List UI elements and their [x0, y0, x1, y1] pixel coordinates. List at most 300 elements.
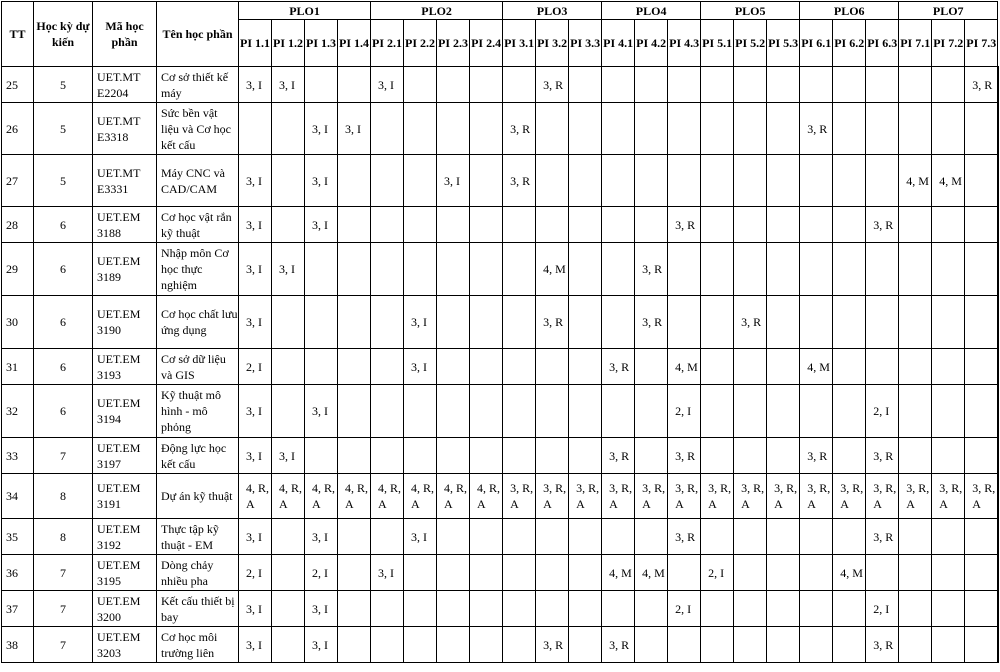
pi-cell	[899, 519, 932, 555]
pi-cell	[701, 103, 734, 155]
pi-cell	[470, 519, 503, 555]
pi-cell	[239, 103, 272, 155]
row-course-name: Cơ sở thiết kế máy	[157, 67, 239, 103]
row-course-name: Thực tập kỹ thuật - EM	[157, 519, 239, 555]
pi-cell: 3, R, A	[800, 474, 833, 519]
row-course-code: UET.EM 3193	[93, 349, 157, 385]
pi-cell	[668, 627, 701, 663]
pi-cell	[800, 243, 833, 296]
row-course-name: Sức bền vật liệu và Cơ học kết cấu	[157, 103, 239, 155]
pi-cell: 3, R, A	[503, 474, 536, 519]
pi-cell: 4, M	[635, 555, 668, 591]
table-row	[2, 474, 999, 519]
pi-cell: 3, R	[668, 207, 701, 243]
pi-cell	[998, 103, 999, 155]
pi-cell: 4, R, A	[437, 474, 470, 519]
pi-cell	[437, 207, 470, 243]
row-course-code: UET.MT E2204	[93, 67, 157, 103]
pi-cell	[833, 385, 866, 438]
row-course-code: UET.EM 3189	[93, 243, 157, 296]
pi-cell: 3, I	[305, 591, 338, 627]
pi-cell	[932, 243, 965, 296]
table-row	[2, 591, 999, 627]
pi-cell: 3, R, A	[734, 474, 767, 519]
pi-cell	[404, 385, 437, 438]
pi-cell: 4, M	[800, 349, 833, 385]
pi-cell	[734, 555, 767, 591]
pi-cell: 3, R, A	[899, 474, 932, 519]
pi-cell	[800, 207, 833, 243]
pi-cell	[767, 627, 800, 663]
pi-cell	[602, 519, 635, 555]
pi-cell	[371, 103, 404, 155]
pi-cell	[965, 627, 998, 663]
pi-cell: 3, R	[866, 627, 899, 663]
pi-cell: 3, I	[239, 385, 272, 438]
pi-cell	[866, 67, 899, 103]
pi-cell	[635, 349, 668, 385]
pi-cell	[503, 296, 536, 349]
row-tt: 25	[2, 67, 34, 103]
pi-cell	[536, 349, 569, 385]
pi-cell	[569, 103, 602, 155]
pi-cell: 3, R	[866, 438, 899, 474]
pi-cell	[470, 349, 503, 385]
pi-cell	[536, 155, 569, 207]
pi-cell: 3, I	[239, 155, 272, 207]
pi-cell	[470, 627, 503, 663]
pi-cell	[701, 385, 734, 438]
pi-cell: 3, R	[635, 243, 668, 296]
table-row	[2, 155, 999, 207]
pi-cell: 4, R, A	[404, 474, 437, 519]
row-course-name: Kết cấu thiết bị bay	[157, 591, 239, 627]
pi-cell	[800, 67, 833, 103]
pi-cell	[635, 385, 668, 438]
pi-cell	[536, 438, 569, 474]
pi-cell	[536, 103, 569, 155]
row-semester: 6	[34, 385, 93, 438]
pi-cell	[800, 296, 833, 349]
pi-cell	[932, 519, 965, 555]
pi-cell	[503, 519, 536, 555]
pi-cell: 3, I	[338, 103, 371, 155]
row-semester: 5	[34, 155, 93, 207]
row-semester: 8	[34, 474, 93, 519]
pi-cell: 3, I	[239, 627, 272, 663]
table-row	[2, 103, 999, 155]
pi-cell	[470, 591, 503, 627]
pi-cell: 4, R, A	[470, 474, 503, 519]
row-course-name: Dự án kỹ thuật	[157, 474, 239, 519]
pi-cell	[635, 438, 668, 474]
pi-cell: 3, I	[239, 243, 272, 296]
pi-cell	[734, 103, 767, 155]
pi-cell	[965, 155, 998, 207]
pi-cell: 3, R	[668, 519, 701, 555]
pi-cell: 2, I	[866, 385, 899, 438]
pi-cell	[272, 155, 305, 207]
header-pi-4-2: PI 4.2	[635, 20, 668, 67]
pi-cell: 3, R	[536, 627, 569, 663]
pi-cell	[899, 296, 932, 349]
row-tt: 27	[2, 155, 34, 207]
pi-cell	[404, 438, 437, 474]
pi-cell	[833, 519, 866, 555]
pi-cell	[998, 627, 999, 663]
pi-cell: 3, R, A	[866, 474, 899, 519]
header-plo-3: PLO3	[503, 2, 602, 20]
pi-cell	[305, 438, 338, 474]
pi-cell: 3, R, A	[536, 474, 569, 519]
pi-cell: 4, R, A	[272, 474, 305, 519]
pi-cell	[371, 385, 404, 438]
row-course-name: Nhập môn Cơ học thực nghiệm	[157, 243, 239, 296]
pi-cell	[965, 243, 998, 296]
header-pi-2-1: PI 2.1	[371, 20, 404, 67]
pi-cell	[734, 349, 767, 385]
pi-cell	[503, 627, 536, 663]
pi-cell	[701, 155, 734, 207]
header-pi-5-2: PI 5.2	[734, 20, 767, 67]
header-pi-7-2: PI 7.2	[932, 20, 965, 67]
pi-cell	[437, 438, 470, 474]
pi-cell	[998, 474, 999, 519]
table-row	[2, 519, 999, 555]
pi-cell: 4, M	[932, 155, 965, 207]
pi-cell	[635, 627, 668, 663]
pi-cell	[668, 243, 701, 296]
pi-cell	[833, 103, 866, 155]
pi-cell: 3, I	[272, 67, 305, 103]
pi-cell	[602, 385, 635, 438]
pi-cell	[305, 349, 338, 385]
pi-cell	[833, 67, 866, 103]
row-course-name: Cơ học chất lưu ứng dụng	[157, 296, 239, 349]
row-course-code: UET.MT E3318	[93, 103, 157, 155]
header-row-plo	[2, 2, 999, 20]
header-pi-6-1: PI 6.1	[800, 20, 833, 67]
pi-cell	[734, 385, 767, 438]
header-plo-2: PLO2	[371, 2, 503, 20]
pi-cell	[470, 385, 503, 438]
pi-cell: 3, R	[635, 296, 668, 349]
pi-cell	[437, 519, 470, 555]
table-body	[2, 67, 999, 663]
row-tt: 35	[2, 519, 34, 555]
pi-cell	[602, 591, 635, 627]
row-course-name: Dòng chảy nhiều pha	[157, 555, 239, 591]
pi-cell	[899, 67, 932, 103]
header-pi-4-1: PI 4.1	[602, 20, 635, 67]
pi-cell	[899, 438, 932, 474]
pi-cell: 3, R, A	[965, 474, 998, 519]
table-row	[2, 349, 999, 385]
header-plo-5: PLO5	[701, 2, 800, 20]
pi-cell	[833, 349, 866, 385]
table-row	[2, 67, 999, 103]
header-course-code: Mã học phần	[93, 2, 157, 67]
pi-cell	[470, 296, 503, 349]
pi-cell	[701, 519, 734, 555]
pi-cell	[866, 243, 899, 296]
pi-cell	[965, 207, 998, 243]
pi-cell	[635, 207, 668, 243]
pi-cell: 3, R, A	[833, 474, 866, 519]
pi-cell	[569, 207, 602, 243]
row-course-name: Cơ học vật rắn kỹ thuật	[157, 207, 239, 243]
pi-cell	[404, 67, 437, 103]
row-course-code: UET.EM 3200	[93, 591, 157, 627]
pi-cell	[767, 155, 800, 207]
pi-cell	[437, 349, 470, 385]
pi-cell	[602, 67, 635, 103]
pi-cell: 3, I	[305, 103, 338, 155]
table-row	[2, 207, 999, 243]
pi-cell	[569, 555, 602, 591]
row-semester: 7	[34, 627, 93, 663]
pi-cell	[800, 155, 833, 207]
row-tt: 31	[2, 349, 34, 385]
pi-cell	[701, 438, 734, 474]
pi-cell	[569, 519, 602, 555]
header-tt: TT	[2, 2, 34, 67]
pi-cell	[734, 519, 767, 555]
table-row	[2, 627, 999, 663]
pi-cell	[734, 627, 767, 663]
pi-cell: 4, M	[668, 349, 701, 385]
pi-cell: 3, I	[305, 627, 338, 663]
pi-cell: 3, R	[602, 438, 635, 474]
header-semester: Học kỳ dự kiến	[34, 2, 93, 67]
pi-cell	[701, 591, 734, 627]
pi-cell	[437, 243, 470, 296]
pi-cell	[569, 155, 602, 207]
pi-cell	[272, 555, 305, 591]
pi-cell	[701, 349, 734, 385]
row-course-name: Cơ sở dữ liệu và GIS	[157, 349, 239, 385]
pi-cell: 3, R, A	[602, 474, 635, 519]
pi-cell: 3, I	[239, 296, 272, 349]
pi-cell	[371, 627, 404, 663]
pi-cell	[404, 155, 437, 207]
pi-cell	[767, 103, 800, 155]
pi-cell	[635, 519, 668, 555]
row-semester: 5	[34, 103, 93, 155]
pi-cell	[338, 155, 371, 207]
header-pi-4-3: PI 4.3	[668, 20, 701, 67]
pi-cell	[569, 627, 602, 663]
header-pi-1-2: PI 1.2	[272, 20, 305, 67]
pi-cell	[899, 555, 932, 591]
pi-cell: 3, I	[239, 519, 272, 555]
header-pi-3-3: PI 3.3	[569, 20, 602, 67]
table-row	[2, 243, 999, 296]
row-course-code: UET.EM 3190	[93, 296, 157, 349]
pi-cell	[503, 385, 536, 438]
pi-cell	[899, 103, 932, 155]
row-tt: 30	[2, 296, 34, 349]
pi-cell	[965, 591, 998, 627]
pi-cell	[272, 103, 305, 155]
pi-cell	[371, 519, 404, 555]
header-plo-4: PLO4	[602, 2, 701, 20]
pi-cell	[404, 627, 437, 663]
pi-cell: 3, I	[305, 207, 338, 243]
pi-cell	[437, 627, 470, 663]
pi-cell	[701, 67, 734, 103]
pi-cell	[932, 349, 965, 385]
pi-cell: 2, I	[668, 591, 701, 627]
pi-cell: 3, R	[965, 67, 998, 103]
pi-cell	[272, 591, 305, 627]
table-row	[2, 385, 999, 438]
pi-cell	[998, 155, 999, 207]
pi-cell	[965, 349, 998, 385]
pi-cell	[833, 591, 866, 627]
header-plo-1: PLO1	[239, 2, 371, 20]
pi-cell: 3, I	[239, 67, 272, 103]
pi-cell	[668, 103, 701, 155]
pi-cell: 3, I	[305, 385, 338, 438]
pi-cell	[437, 591, 470, 627]
pi-cell	[833, 438, 866, 474]
pi-cell: 2, I	[305, 555, 338, 591]
header-pi-2-2: PI 2.2	[404, 20, 437, 67]
pi-cell	[767, 591, 800, 627]
header-pi-1-4: PI 1.4	[338, 20, 371, 67]
pi-cell	[338, 627, 371, 663]
header-plo-6: PLO6	[800, 2, 899, 20]
pi-cell	[767, 519, 800, 555]
pi-cell: 3, I	[272, 243, 305, 296]
pi-cell	[833, 627, 866, 663]
pi-cell	[272, 349, 305, 385]
pi-cell	[536, 385, 569, 438]
pi-cell	[899, 627, 932, 663]
pi-cell	[965, 438, 998, 474]
pi-cell	[899, 243, 932, 296]
pi-cell	[503, 349, 536, 385]
pi-cell	[470, 67, 503, 103]
pi-cell	[272, 519, 305, 555]
pi-cell	[899, 591, 932, 627]
header-pi-7-1: PI 7.1	[899, 20, 932, 67]
table-row	[2, 438, 999, 474]
header-pi-6-2: PI 6.2	[833, 20, 866, 67]
pi-cell: 3, R	[602, 627, 635, 663]
pi-cell	[932, 555, 965, 591]
pi-cell	[305, 296, 338, 349]
pi-cell	[503, 438, 536, 474]
row-semester: 6	[34, 296, 93, 349]
pi-cell	[338, 519, 371, 555]
pi-cell	[767, 243, 800, 296]
row-tt: 34	[2, 474, 34, 519]
row-semester: 6	[34, 243, 93, 296]
pi-cell	[932, 385, 965, 438]
pi-cell	[998, 438, 999, 474]
pi-cell	[998, 296, 999, 349]
header-course-name: Tên học phần	[157, 2, 239, 67]
pi-cell	[371, 207, 404, 243]
row-course-code: UET.EM 3203	[93, 627, 157, 663]
pi-cell	[371, 349, 404, 385]
pi-cell	[437, 385, 470, 438]
pi-cell: 3, I	[371, 67, 404, 103]
pi-cell: 3, R, A	[635, 474, 668, 519]
pi-cell	[998, 385, 999, 438]
pi-cell	[866, 555, 899, 591]
pi-cell	[404, 243, 437, 296]
pi-cell	[470, 103, 503, 155]
pi-cell	[668, 296, 701, 349]
row-semester: 5	[34, 67, 93, 103]
pi-cell: 3, I	[239, 207, 272, 243]
header-pi-7-3: PI 7.3	[965, 20, 998, 67]
pi-cell: 4, R, A	[239, 474, 272, 519]
row-course-name: Động lực học kết cấu	[157, 438, 239, 474]
pi-cell	[833, 296, 866, 349]
pi-cell: 3, R	[800, 103, 833, 155]
pi-cell	[536, 207, 569, 243]
pi-cell: 4, M	[899, 155, 932, 207]
pi-cell	[305, 243, 338, 296]
pi-cell	[767, 438, 800, 474]
pi-cell	[998, 591, 999, 627]
table-row	[2, 296, 999, 349]
pi-cell	[338, 555, 371, 591]
pi-cell	[437, 296, 470, 349]
header-pi-5-3: PI 5.3	[767, 20, 800, 67]
pi-cell	[371, 296, 404, 349]
pi-cell: 3, R	[866, 207, 899, 243]
row-course-code: UET.MT E3331	[93, 155, 157, 207]
pi-cell: 3, R, A	[668, 474, 701, 519]
header-pi-5-1: PI 5.1	[701, 20, 734, 67]
pi-cell	[338, 349, 371, 385]
pi-cell: 4, M	[602, 555, 635, 591]
pi-cell	[734, 591, 767, 627]
pi-cell	[569, 385, 602, 438]
pi-cell	[338, 591, 371, 627]
pi-cell	[371, 243, 404, 296]
pi-cell	[998, 67, 999, 103]
pi-cell	[833, 155, 866, 207]
pi-cell	[272, 627, 305, 663]
pi-cell	[602, 207, 635, 243]
pi-cell	[569, 591, 602, 627]
pi-cell	[503, 591, 536, 627]
pi-cell	[866, 349, 899, 385]
pi-cell	[338, 438, 371, 474]
pi-cell	[338, 243, 371, 296]
pi-cell	[701, 296, 734, 349]
pi-cell	[998, 243, 999, 296]
pi-cell	[371, 155, 404, 207]
pi-cell	[437, 67, 470, 103]
pi-cell	[800, 591, 833, 627]
pi-cell	[602, 243, 635, 296]
header-pi-3-1: PI 3.1	[503, 20, 536, 67]
pi-cell	[734, 67, 767, 103]
row-course-code: UET.EM 3194	[93, 385, 157, 438]
pi-cell: 2, I	[239, 555, 272, 591]
pi-cell	[272, 385, 305, 438]
pi-cell	[899, 385, 932, 438]
pi-cell	[767, 296, 800, 349]
row-semester: 8	[34, 519, 93, 555]
